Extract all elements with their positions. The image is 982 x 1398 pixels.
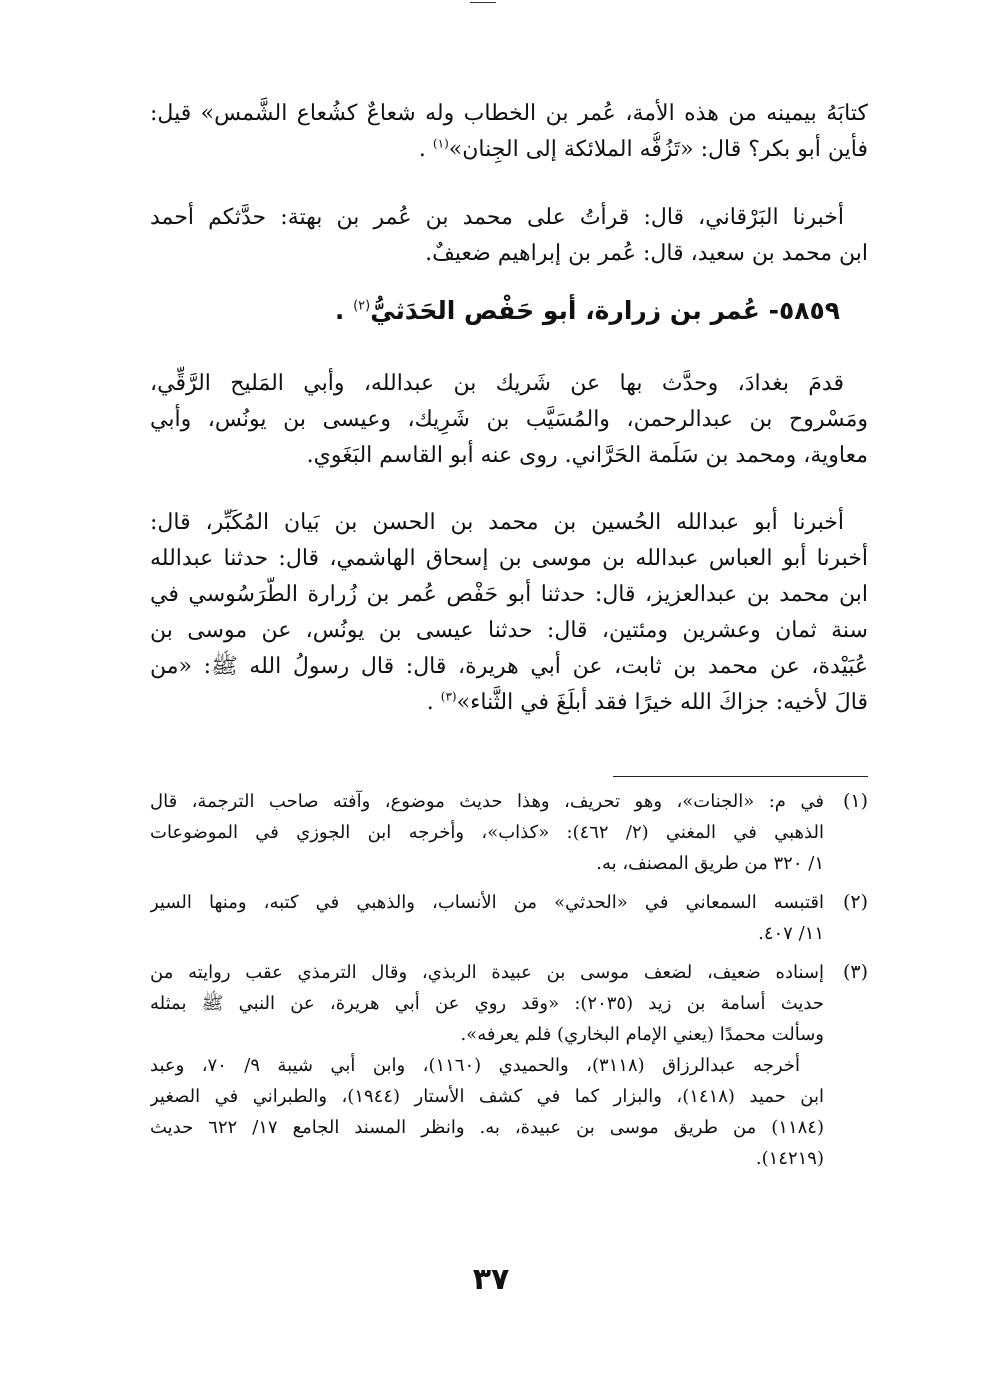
footnote-divider — [613, 776, 868, 777]
footnote-line: ١/ ٣٢٠ من طريق المصنف، به. — [596, 853, 824, 874]
text-line: أخبرنا أبو عبدالله الحُسين بن محمد بن الحسن بن بَيان المُكَبِّر، قال: — [150, 510, 844, 535]
text-line: ومَسْروح بن عبدالرحمن، والمُسَيَّب بن شَرِيك، وعيسى بن يونُس، وأبي — [150, 407, 868, 432]
footnote-line: ١١/ ٤٠٧. — [758, 923, 824, 944]
footnote-2 — [150, 887, 868, 949]
footnote-line: الذهبي في المغني (٢/ ٤٦٢): «كذاب»، وأخرجه ابن الجوزي في الموضوعات — [150, 822, 824, 843]
footnote-number: (٣) — [842, 961, 868, 983]
footnote-line: اقتبسه السمعاني في «الحدثي» من الأنساب، والذهبي في كتبه، ومنها السير — [150, 892, 824, 913]
text-line: قدمَ بغدادَ، وحدَّث بها عن شَريك بن عبدالله، وأبي المَليح الرَّقِّي، — [150, 371, 844, 396]
footnote-line: (١١٨٤) من طريق موسى بن عبيدة، به. وانظر المسند الجامع ١٧/ ٦٢٢ حديث — [150, 1117, 824, 1138]
footnote-ref[interactable]: (٢) — [353, 298, 371, 314]
footnote-number: (٢) — [842, 891, 868, 913]
text-line: أخبرنا أبو العباس عبدالله بن موسى بن إسحاق الهاشمي، قال: حدثنا عبدالله — [150, 546, 868, 571]
footnote-line: أخرجه عبدالرزاق (٣١١٨)، والحميدي (١١٦٠)، وابن أبي شيبة ٩/ ٧٠، وعبد — [150, 1055, 800, 1076]
paragraph-biography — [150, 366, 868, 474]
paragraph-hadith-continuation — [150, 96, 868, 168]
footnote-line: إسناده ضعيف، لضعف موسى بن عبيدة الربذي، وقال الترمذي عقب روايته من — [150, 962, 824, 983]
footnote-line: ابن حميد (١٤١٨)، والبزار كما في كشف الأستار (١٩٤٤)، والطبراني في الصغير — [150, 1086, 824, 1107]
footnote-ref[interactable]: (٣) — [440, 689, 457, 704]
text-line: ابن محمد بن سعيد، قال: عُمر بن إبراهيم ضعيفٌ. — [425, 241, 868, 266]
page-number: ٣٧ — [472, 1262, 510, 1297]
text-line: أخبرنا البَرْقاني، قال: قرأتُ على محمد بن عُمر بن بهتة: حدَّثكم أحمد — [150, 205, 844, 230]
footnote-3 — [150, 957, 868, 1174]
text-line: معاوية، ومحمد بن سَلَمة الحَرَّاني. روى عنه أبو القاسم البَغَوي. — [306, 443, 868, 468]
top-edge-mark — [470, 2, 496, 3]
paragraph-isnad-barqani — [150, 200, 868, 272]
footnote-line: حديث أسامة بن زيد (٢٠٣٥): «وقد روي عن أبي هريرة، عن النبي ﷺ بمثله — [150, 993, 824, 1014]
footnote-ref[interactable]: (١) — [432, 136, 449, 151]
footnote-number: (١) — [842, 790, 868, 812]
paragraph-hadith-narration — [150, 505, 868, 721]
footnote-1 — [150, 786, 868, 879]
entry-heading: ٥٨٥٩- عُمر بن زرارة، أبو حَفْص الحَدَثيُّ$^{(٢)}$ . — [334, 296, 840, 325]
footnote-line: (١٤٢١٩). — [755, 1148, 824, 1169]
text-line: عُبَيْدة، عن محمد بن ثابت، عن أبي هريرة، قال: قال رسولُ الله ﷺ: «من — [150, 654, 868, 679]
footnotes-section — [150, 786, 868, 1174]
text-line: ابن محمد بن عبدالعزيز، قال: حدثنا أبو حَفْص عُمر بن زُرارة الطَّرَسُوسي في — [150, 582, 868, 607]
text-line: قالَ لأخيه: جزاكَ الله خيرًا فقد أبلَغَ في الثَّناء»$^{(٣)}$ . — [426, 689, 868, 715]
footnote-line: وسألت محمدًا (يعني الإمام البخاري) فلم يعرفه». — [460, 1024, 824, 1045]
footnote-line: في م: «الجنات»، وهو تحريف، وهذا حديث موضوع، وآفته صاحب الترجمة، قال — [150, 791, 824, 812]
text-line: سنة ثمان وعشرين ومئتين، قال: حدثنا عيسى بن يونُس، عن موسى بن — [150, 618, 868, 643]
text-line: فأين أبو بكر؟ قال: «تَزُفُّه الملائكة إلى الجِنان»$^{(١)}$ . — [418, 136, 868, 162]
text-line: كتابَهُ بيمينه من هذه الأمة، عُمر بن الخطاب وله شعاعٌ كشُعاع الشَّمس» قيل: — [150, 101, 868, 126]
